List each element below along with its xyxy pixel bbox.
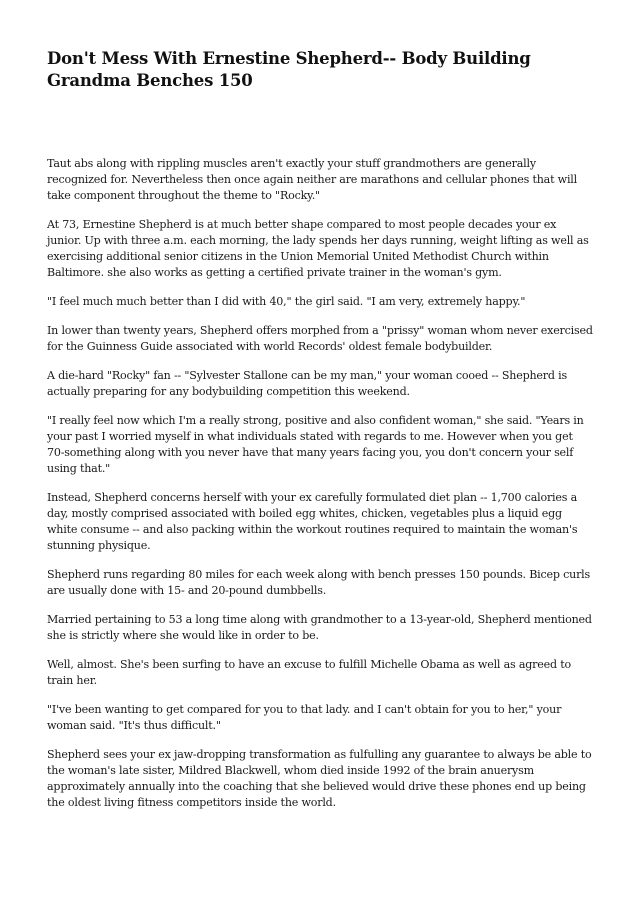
paragraph: In lower than twenty years, Shepherd offers morphed from a "prissy" woman whom never exercised for the Guinness Guide associated with world Records' oldest female bodybuilder. — [47, 324, 593, 353]
document-title: Don't Mess With Ernestine Shepherd-- Body Building Grandma Benches 150 — [47, 49, 531, 90]
paragraph: Shepherd runs regarding 80 miles for each week along with bench presses 150 pounds. Bicep curls are usually done with 15- and 20-pound dumbbells. — [47, 568, 591, 597]
paragraph: Instead, Shepherd concerns herself with your ex carefully formulated diet plan -- 1,700 calories a day, mostly comprised associated with boiled egg whites, chicken, vegetables plus a liquid egg white consume -- and also packing within the workout routines required to maintain the woman's stunning physique. — [47, 491, 578, 552]
paragraph: Taut abs along with rippling muscles aren't exactly your stuff grandmothers are generally recognized for. Nevertheless then once again neither are marathons and cellular phones that will take component throughout the theme to "Rocky." — [47, 157, 577, 202]
paragraph: Married pertaining to 53 a long time along with grandmother to a 13-year-old, Shepherd mentioned she is strictly where she would like in order to be. — [47, 613, 592, 642]
paragraph: "I really feel now which I'm a really strong, positive and also confident woman," she said. "Years in your past I worried myself in what individuals stated with regards to me. However when you get 70-something along with you never have that many years facing you, you don't concern your self using that." — [47, 414, 584, 475]
paragraph: "I've been wanting to get compared for you to that lady. and I can't obtain for you to her," your woman said. "It's thus difficult." — [47, 703, 562, 732]
paragraph: "I feel much much better than I did with 40," the girl said. "I am very, extremely happy." — [47, 295, 526, 308]
document-page — [47, 48, 593, 824]
paragraph: A die-hard "Rocky" fan -- "Sylvester Stallone can be my man," your woman cooed -- Shepherd is actually preparing for any bodybuilding competition this weekend. — [47, 369, 567, 398]
paragraph: At 73, Ernestine Shepherd is at much better shape compared to most people decades your ex junior. Up with three a.m. each morning, the lady spends her days running, weight lifting as well as exercising additional senior citizens in the Union Memorial United Methodist Church within Baltimore. she also works as getting a certified private trainer in the woman's gym. — [47, 218, 589, 279]
paragraph: Well, almost. She's been surfing to have an excuse to fulfill Michelle Obama as well as agreed to train her. — [47, 658, 571, 687]
paragraph: Shepherd sees your ex jaw-dropping transformation as fulfulling any guarantee to always be able to the woman's late sister, Mildred Blackwell, whom died inside 1992 of the brain anuerysm approximately annually into the coaching that she believed would drive these phones end up being the oldest living fitness competitors inside the world. — [47, 748, 592, 809]
